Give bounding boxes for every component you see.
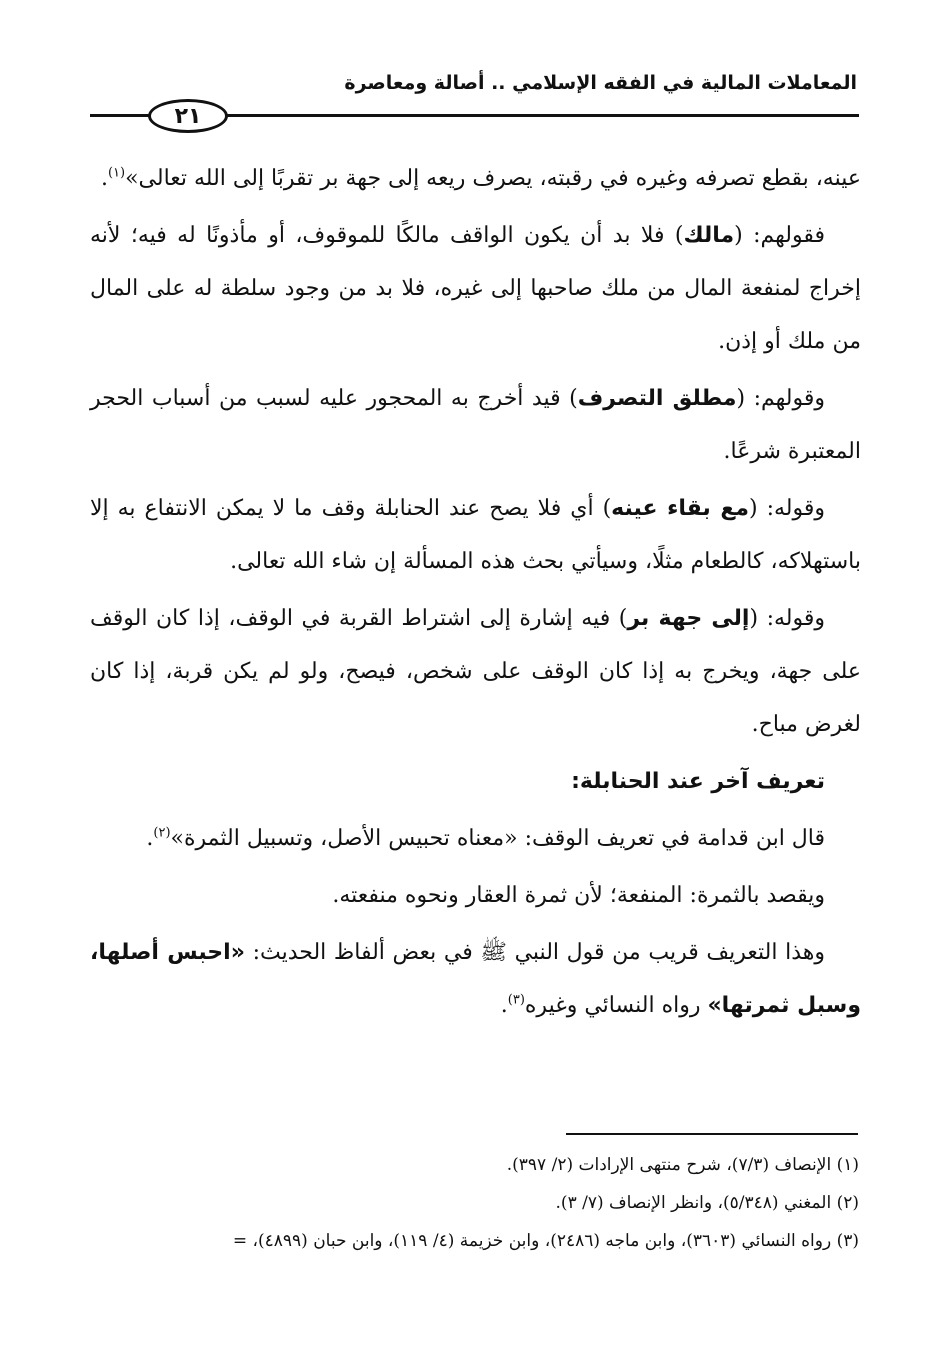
footnote-ref: (١)	[107, 165, 126, 181]
paragraph-text: ) قيد أخرج به المحجور عليه لسبب من أسباب الحجر المعتبرة شرعًا.	[90, 386, 861, 464]
paragraph-text: ويقصد بالثمرة: المنفعة؛ لأن ثمرة العقار ونحوه منفعته.	[332, 883, 825, 908]
paragraph-text: عينه، بقطع تصرفه وغيره في رقبته، يصرف ريعه إلى جهة بر تقربًا إلى الله تعالى»	[125, 166, 861, 191]
footnote-separator	[566, 1133, 858, 1135]
paragraph-8	[90, 926, 861, 1032]
paragraph-end: .	[100, 166, 108, 191]
footnotes	[90, 1146, 859, 1260]
paragraph-lead: وقوله: (	[749, 606, 825, 631]
defined-term: مع بقاء عينه	[611, 496, 750, 521]
paragraph-end: .	[500, 993, 508, 1018]
main-text	[90, 152, 861, 1036]
footnote-ref: (٣)	[507, 992, 525, 1008]
page-number: ٢١	[148, 99, 228, 133]
footnote-ref: (٢)	[153, 825, 171, 841]
hadith-quote: «احبس أصلها، وسبل ثمرتها»	[90, 940, 861, 1018]
paragraph-2	[90, 209, 861, 368]
defined-term: إلى جهة بر	[627, 606, 750, 631]
paragraph-1	[90, 152, 861, 205]
paragraph-text: ) فلا بد أن يكون الواقف مالكًا للموقوف، أو مأذونًا له فيه؛ لأنه إخراج لمنفعة المال من ملك صاحبها إلى غيره، فلا بد من وجود سلطة له على المال من ملك أو إذن.	[90, 223, 861, 354]
paragraph-text: قال ابن قدامة في تعريف الوقف: «معناه تحبيس الأصل، وتسبيل الثمرة»	[170, 826, 825, 851]
paragraph-3	[90, 372, 861, 478]
paragraph-6	[90, 812, 861, 865]
paragraph-5	[90, 592, 861, 751]
paragraph-text: وهذا التعريف قريب من قول النبي ﷺ في بعض ألفاظ الحديث:	[244, 940, 825, 965]
footnote-2: (٢) المغني (٥/٣٤٨)، وانظر الإنصاف (٧/ ٣).	[555, 1193, 859, 1213]
paragraph-lead: وقولهم: (	[736, 386, 825, 411]
defined-term: مطلق التصرف	[577, 386, 737, 411]
defined-term: مالك	[683, 223, 735, 248]
paragraph-4	[90, 482, 861, 588]
paragraph-7	[90, 869, 861, 922]
footnote-3: (٣) رواه النسائي (٣٦٠٣)، وابن ماجه (٢٤٨٦)، وابن خزيمة (٤/ ١١٩)، وابن حبان (٤٨٩٩)، =	[232, 1231, 859, 1251]
paragraph-text: ) أي فلا يصح عند الحنابلة وقف ما لا يمكن الانتفاع به إلا باستهلاكه، كالطعام مثلًا، وسيأتي بحث هذه المسألة إن شاء الله تعالى.	[90, 496, 861, 574]
paragraph-lead: فقولهم: (	[734, 223, 826, 248]
footnote-1: (١) الإنصاف (٧/٣)، شرح منتهى الإرادات (٢/ ٣٩٧).	[506, 1155, 859, 1175]
paragraph-lead: وقوله: (	[749, 496, 826, 521]
paragraph-text: رواه النسائي وغيره	[524, 993, 708, 1018]
running-title: المعاملات المالية في الفقه الإسلامي .. أصالة ومعاصرة	[344, 72, 857, 94]
paragraph-end: .	[146, 826, 154, 851]
paragraph-text: ) فيه إشارة إلى اشتراط القربة في الوقف، إذا كان الوقف على جهة، ويخرج به إذا كان الوقف على شخص، فيصح، ولو لم يكن قربة، إذا كان لغرض مباح.	[90, 606, 861, 737]
section-heading: تعريف آخر عند الحنابلة:	[571, 769, 825, 794]
